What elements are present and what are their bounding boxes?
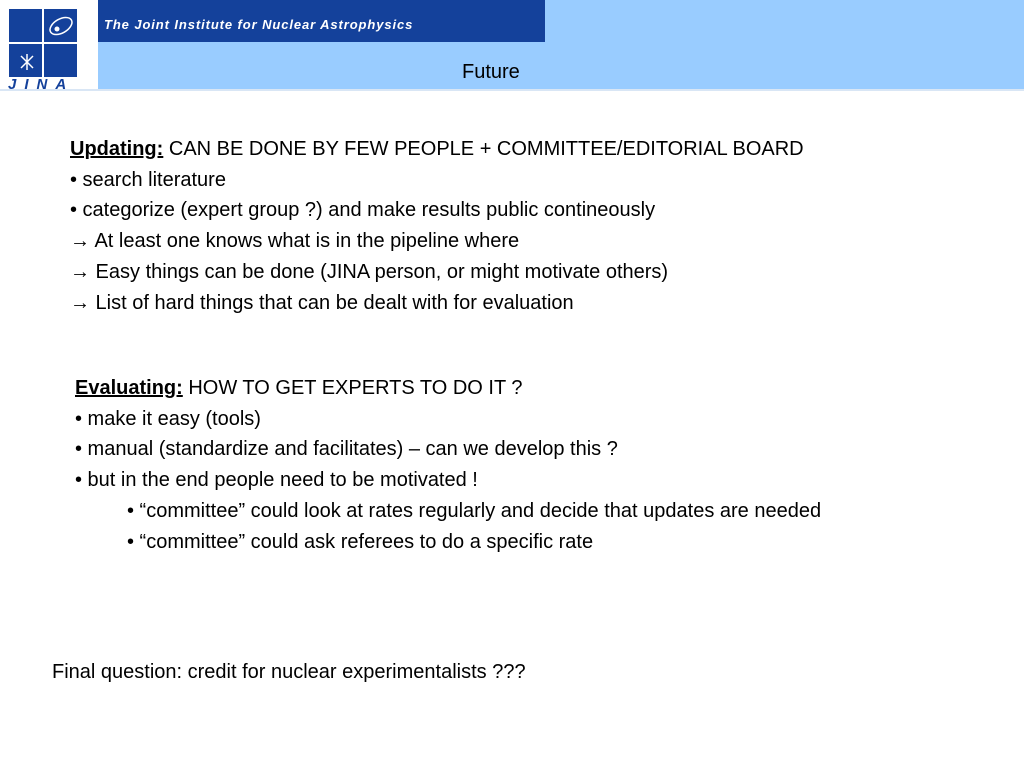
list-item: • search literature	[70, 168, 226, 191]
evaluating-heading	[75, 373, 821, 404]
jina-logo-text: JINA	[8, 76, 75, 93]
updating-label: Updating:	[70, 138, 164, 160]
list-item: → Easy things can be done (JINA person, or might motivate others)	[70, 260, 669, 283]
jina-logo-icon	[9, 9, 77, 77]
updating-heading	[70, 134, 804, 165]
sub-list-item: • “committee” could look at rates regularly and decide that updates are needed	[127, 499, 822, 522]
evaluating-label: Evaluating:	[75, 377, 183, 399]
evaluating-section	[75, 373, 821, 557]
evaluating-heading-text: HOW TO GET EXPERTS TO DO IT ?	[182, 377, 523, 399]
list-item: • categorize (expert group ?) and make results public contineously	[70, 199, 656, 222]
slide-title: Future	[462, 61, 520, 83]
final-question: Final question: credit for nuclear experimentalists ???	[52, 661, 526, 683]
list-item: • manual (standardize and facilitates) – can we develop this ?	[75, 438, 618, 461]
sub-list-item: • “committee” could ask referees to do a specific rate	[127, 530, 594, 553]
list-item: • make it easy (tools)	[75, 407, 261, 430]
list-item: • but in the end people need to be motivated !	[75, 469, 478, 492]
header-divider	[0, 89, 1024, 91]
institute-name: The Joint Institute for Nuclear Astrophysics	[104, 17, 414, 32]
updating-section	[70, 134, 804, 318]
list-item: → At least one knows what is in the pipeline where	[70, 230, 520, 253]
list-item: → List of hard things that can be dealt with for evaluation	[70, 291, 574, 314]
updating-heading-text: CAN BE DONE BY FEW PEOPLE + COMMITTEE/EDITORIAL BOARD	[163, 138, 804, 160]
